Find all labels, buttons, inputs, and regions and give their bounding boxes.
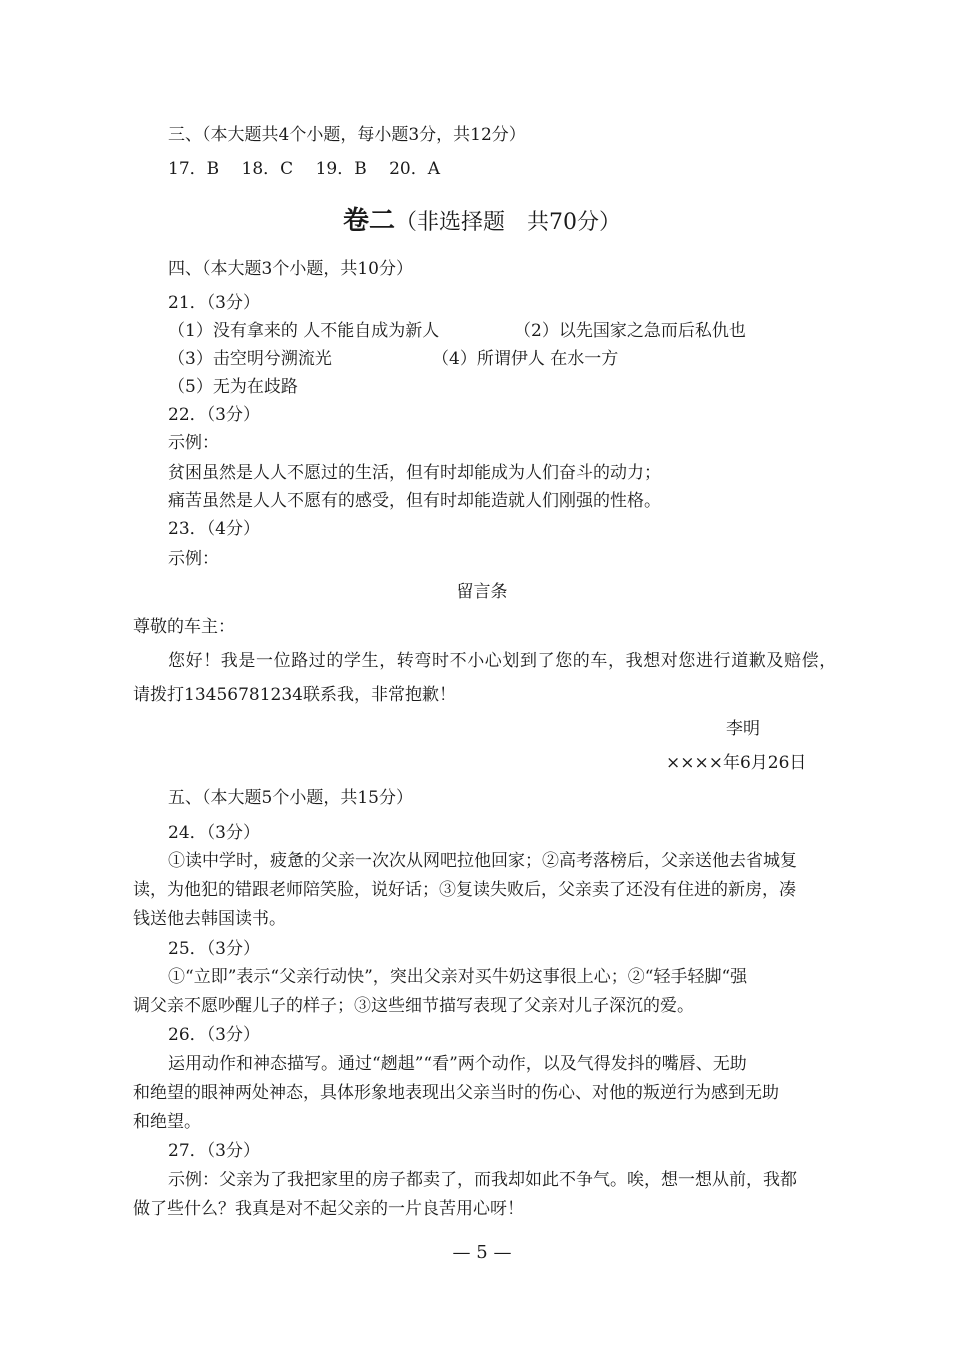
volume-2-title <box>0 200 964 237</box>
note-date: ××××年6月26日 <box>666 753 807 773</box>
q22-line-2: 痛苦虽然是人人不愿有的感受，但有时却能造就人们刚强的性格。 <box>168 491 661 511</box>
q23-label: 23．（4分） <box>168 519 260 539</box>
q21-answer-3: （3）击空明兮溯流光 <box>168 349 332 369</box>
q26-line-2: 和绝望的眼神两处神态，具体形象地表现出父亲当时的伤心、对他的叛逆行为感到无助 <box>133 1083 779 1103</box>
section-4-header: 四、（本大题3个小题，共10分） <box>168 259 413 279</box>
volume-2-title-main: 卷二 <box>342 206 395 236</box>
q21-answer-4: （4）所谓伊人 在水一方 <box>432 349 619 369</box>
q27-line-1: 示例：父亲为了我把家里的房子都卖了，而我却如此不争气。唉，想一想从前，我都 <box>168 1170 797 1190</box>
q22-example-label: 示例： <box>168 433 219 453</box>
q24-line-3: 钱送他去韩国读书。 <box>133 909 286 929</box>
section-5-header: 五、（本大题5个小题，共15分） <box>168 788 413 808</box>
q25-line-1: ①“立即”表示“父亲行动快”，突出父亲对买牛奶这事很上心；②“轻手轻脚“强 <box>168 967 748 987</box>
note-salutation: 尊敬的车主： <box>133 617 235 637</box>
q26-line-3: 和绝望。 <box>133 1112 201 1132</box>
note-body-line-1: 您好！我是一位路过的学生，转弯时不小心划到了您的车，我想对您进行道歉及赔偿， <box>168 651 837 671</box>
note-body-line-2: 请拨打13456781234联系我，非常抱歉！ <box>133 685 456 705</box>
q26-label: 26．（3分） <box>168 1025 260 1045</box>
q27-line-2: 做了些什么？我真是对不起父亲的一片良苦用心呀！ <box>133 1199 524 1219</box>
q21-answer-2: （2）以先国家之急而后私仇也 <box>514 321 746 341</box>
q24-line-2: 读，为他犯的错跟老师陪笑脸，说好话；③复读失败后，父亲卖了还没有住进的新房，凑 <box>133 880 796 900</box>
q23-example-label: 示例： <box>168 549 219 569</box>
q27-label: 27．（3分） <box>168 1141 260 1161</box>
q21-label: 21．（3分） <box>168 293 260 313</box>
q24-label: 24．（3分） <box>168 823 260 843</box>
page-number: — 5 — <box>452 1242 512 1263</box>
q21-answer-5: （5）无为在歧路 <box>168 377 298 397</box>
q25-label: 25．（3分） <box>168 939 260 959</box>
volume-2-title-sub: （非选择题 共70分） <box>395 210 621 235</box>
note-title: 留言条 <box>456 582 508 602</box>
q25-line-2: 调父亲不愿吵醒儿子的样子；③这些细节描写表现了父亲对儿子深沉的爱。 <box>133 996 694 1016</box>
q22-line-1: 贫困虽然是人人不愿过的生活，但有时却能成为人们奋斗的动力； <box>168 463 661 483</box>
note-signature: 李明 <box>726 719 760 739</box>
section-3-answers: 17．B 18．C 19．B 20．A <box>168 159 441 179</box>
q22-label: 22．（3分） <box>168 405 260 425</box>
q26-line-1: 运用动作和神态描写。通过“趔趄”“看”两个动作，以及气得发抖的嘴唇、无助 <box>168 1054 747 1074</box>
section-3-header: 三、（本大题共4个小题，每小题3分，共12分） <box>168 125 526 145</box>
q21-answer-1: （1）没有拿来的 人不能自成为新人 <box>168 321 440 341</box>
q24-line-1: ①读中学时，疲惫的父亲一次次从网吧拉他回家；②高考落榜后，父亲送他去省城复 <box>168 851 797 871</box>
